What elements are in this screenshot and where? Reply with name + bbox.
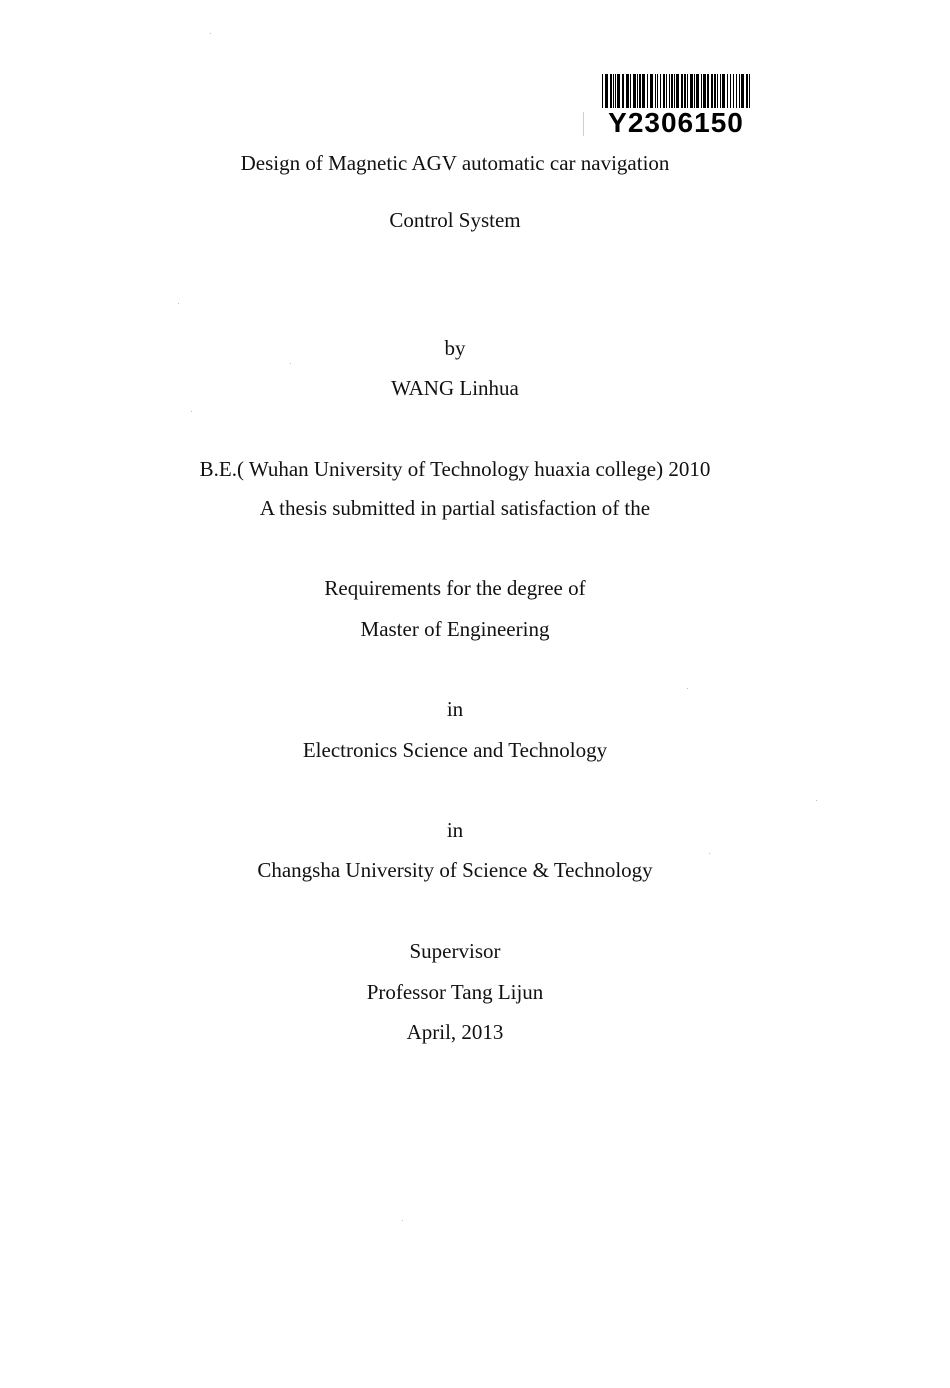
barcode-bar bbox=[605, 74, 608, 108]
prior-degree: B.E.( Wuhan University of Technology huaxia college) 2010 bbox=[199, 457, 711, 481]
in-label-field: in bbox=[446, 697, 464, 721]
barcode-bar bbox=[720, 74, 721, 108]
library-barcode bbox=[596, 72, 756, 138]
barcode-bar bbox=[687, 74, 688, 108]
scan-speck bbox=[178, 303, 179, 304]
barcode-bar bbox=[714, 74, 716, 108]
barcode-bar bbox=[633, 74, 636, 108]
barcode-bar bbox=[647, 74, 648, 108]
scan-speck bbox=[583, 112, 584, 136]
scan-speck bbox=[709, 853, 710, 854]
barcode-bar bbox=[730, 74, 731, 108]
barcode-bar bbox=[663, 74, 665, 108]
barcode-bar bbox=[613, 74, 614, 108]
barcode-bar bbox=[711, 74, 713, 108]
barcode-bar bbox=[630, 74, 631, 108]
scan-speck bbox=[210, 33, 211, 34]
thesis-title-line-2: Control System bbox=[389, 208, 521, 232]
barcode-bar bbox=[637, 74, 638, 108]
barcode-bar bbox=[749, 74, 750, 108]
submission-date: April, 2013 bbox=[406, 1020, 504, 1044]
scan-speck bbox=[816, 800, 817, 801]
author-name: WANG Linhua bbox=[391, 376, 519, 400]
barcode-bar bbox=[657, 74, 658, 108]
supervisor-label: Supervisor bbox=[409, 939, 501, 963]
barcode-bars bbox=[602, 74, 750, 108]
barcode-bar bbox=[669, 74, 670, 108]
barcode-bar bbox=[681, 74, 683, 108]
barcode-bar bbox=[626, 74, 629, 108]
barcode-bar bbox=[666, 74, 667, 108]
barcode-bar bbox=[602, 74, 603, 108]
barcode-bar bbox=[639, 74, 641, 108]
barcode-bar bbox=[655, 74, 656, 108]
barcode-bar bbox=[642, 74, 645, 108]
barcode-bar bbox=[707, 74, 709, 108]
degree-name: Master of Engineering bbox=[360, 617, 550, 641]
barcode-bar bbox=[615, 74, 616, 108]
barcode-bar bbox=[703, 74, 706, 108]
barcode-bar bbox=[676, 74, 679, 108]
barcode-bar bbox=[701, 74, 702, 108]
scan-speck bbox=[191, 411, 192, 412]
barcode-bar bbox=[746, 74, 748, 108]
scan-speck bbox=[402, 1220, 403, 1221]
barcode-bar bbox=[741, 74, 744, 108]
scan-speck bbox=[687, 688, 688, 689]
institution-name: Changsha University of Science & Technology bbox=[257, 858, 653, 882]
barcode-bar bbox=[610, 74, 612, 108]
barcode-bar bbox=[696, 74, 699, 108]
barcode-bar bbox=[727, 74, 728, 108]
barcode-bar bbox=[650, 74, 653, 108]
barcode-bar bbox=[694, 74, 695, 108]
barcode-bar bbox=[722, 74, 725, 108]
barcode-bar bbox=[739, 74, 740, 108]
field-of-study: Electronics Science and Technology bbox=[302, 738, 608, 762]
barcode-bar bbox=[690, 74, 693, 108]
thesis-title-line-1: Design of Magnetic AGV automatic car navigation bbox=[240, 151, 670, 175]
barcode-bar bbox=[671, 74, 673, 108]
supervisor-name: Professor Tang Lijun bbox=[366, 980, 544, 1004]
barcode-bar bbox=[736, 74, 737, 108]
barcode-bar bbox=[622, 74, 624, 108]
barcode-bar bbox=[617, 74, 620, 108]
degree-requirement: Requirements for the degree of bbox=[324, 576, 586, 600]
scan-speck bbox=[290, 363, 291, 364]
barcode-bar bbox=[674, 74, 675, 108]
barcode-bar bbox=[660, 74, 661, 108]
barcode-bar bbox=[684, 74, 686, 108]
barcode-bar bbox=[733, 74, 734, 108]
barcode-number: Y2306150 bbox=[608, 107, 744, 138]
submission-statement: A thesis submitted in partial satisfaction of the bbox=[259, 496, 651, 520]
by-label: by bbox=[444, 336, 466, 360]
barcode-bar bbox=[717, 74, 718, 108]
in-label-institution: in bbox=[446, 818, 464, 842]
